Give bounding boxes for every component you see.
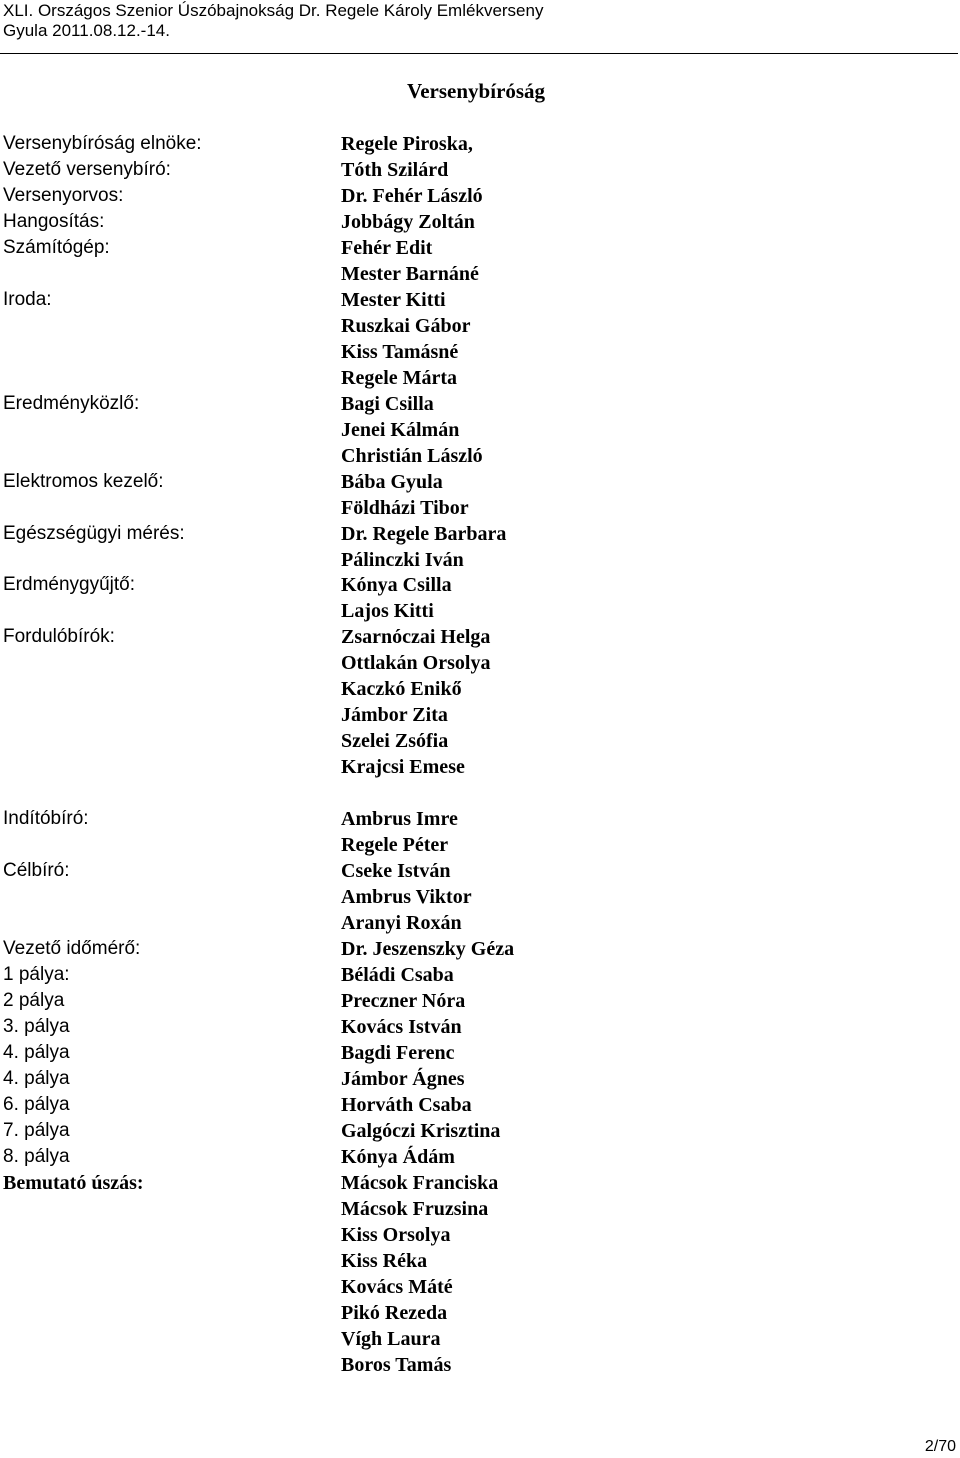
official-row	[0, 1170, 960, 1196]
official-row	[0, 1222, 960, 1248]
page-number: 2/70	[924, 1438, 956, 1455]
official-name: Mácsok Fruzsina	[341, 1198, 489, 1220]
official-row	[0, 884, 960, 910]
official-name: Kovács István	[341, 1016, 462, 1038]
official-row	[0, 702, 960, 728]
official-row	[0, 313, 960, 339]
official-name: Jámbor Zita	[341, 704, 448, 726]
official-row	[0, 443, 960, 469]
role-label: 8. pálya	[3, 1146, 70, 1167]
official-row	[0, 339, 960, 365]
official-row	[0, 1014, 960, 1040]
official-row	[0, 572, 960, 598]
official-name: Regele Péter	[341, 834, 449, 856]
official-row	[0, 1300, 960, 1326]
official-name: Tóth Szilárd	[341, 159, 449, 181]
official-row	[0, 650, 960, 676]
official-row	[0, 235, 960, 261]
official-row	[0, 676, 960, 702]
official-name: Mester Barnáné	[341, 263, 479, 285]
official-row	[0, 806, 960, 832]
official-row	[0, 1326, 960, 1352]
official-name: Regele Piroska,	[341, 133, 473, 155]
role-label: 7. pálya	[3, 1120, 70, 1141]
official-name: Bába Gyula	[341, 471, 443, 493]
official-name: Szelei Zsófia	[341, 730, 449, 752]
official-row	[0, 495, 960, 521]
official-name: Regele Márta	[341, 367, 458, 389]
role-label: Számítógép:	[3, 237, 110, 258]
official-row	[0, 391, 960, 417]
official-name: Bagdi Ferenc	[341, 1042, 455, 1064]
role-label: Versenybíróság elnöke:	[3, 133, 202, 154]
official-name: Kónya Ádám	[341, 1146, 455, 1168]
official-row	[0, 287, 960, 313]
official-name: Horváth Csaba	[341, 1094, 472, 1116]
role-label: 4. pálya	[3, 1042, 70, 1063]
official-row	[0, 728, 960, 754]
official-row	[0, 598, 960, 624]
official-row	[0, 1144, 960, 1170]
official-name: Aranyi Roxán	[341, 912, 462, 934]
role-label: Célbíró:	[3, 860, 70, 881]
role-label: 6. pálya	[3, 1094, 70, 1115]
official-name: Zsarnóczai Helga	[341, 626, 491, 648]
official-row	[0, 209, 960, 235]
role-label: Indítóbíró:	[3, 808, 89, 829]
official-name: Vígh Laura	[341, 1328, 441, 1350]
official-row	[0, 261, 960, 287]
official-name: Kiss Réka	[341, 1250, 428, 1272]
official-name: Kaczkó Enikő	[341, 678, 462, 700]
official-row	[0, 962, 960, 988]
official-name: Kovács Máté	[341, 1276, 453, 1298]
official-name: Fehér Edit	[341, 237, 433, 259]
official-name: Ambrus Viktor	[341, 886, 472, 908]
official-row	[0, 1092, 960, 1118]
official-name: Christián László	[341, 445, 483, 467]
official-row	[0, 157, 960, 183]
official-name: Kónya Csilla	[341, 574, 452, 596]
header-event-date: Gyula 2011.08.12.-14.	[3, 21, 170, 40]
official-name: Béládi Csaba	[341, 964, 454, 986]
official-name: Jobbágy Zoltán	[341, 211, 475, 233]
official-name: Cseke István	[341, 860, 451, 882]
official-name: Dr. Fehér László	[341, 185, 483, 207]
official-row	[0, 936, 960, 962]
official-name: Ottlakán Orsolya	[341, 652, 491, 674]
official-name: Krajcsi Emese	[341, 756, 465, 778]
official-name: Galgóczi Krisztina	[341, 1120, 501, 1142]
official-row	[0, 547, 960, 573]
role-label: 1 pálya:	[3, 964, 70, 985]
role-label: Erdménygyűjtő:	[3, 574, 136, 595]
role-label: Elektromos kezelő:	[3, 471, 164, 492]
official-name: Pálinczki Iván	[341, 549, 464, 571]
role-label: Bemutató úszás:	[3, 1172, 144, 1194]
official-row	[0, 131, 960, 157]
official-name: Ruszkai Gábor	[341, 315, 471, 337]
official-row	[0, 521, 960, 547]
role-label: Versenyorvos:	[3, 185, 124, 206]
header-divider	[0, 53, 958, 54]
official-row	[0, 365, 960, 391]
official-row	[0, 988, 960, 1014]
header-event-title: XLI. Országos Szenior Úszóbajnokság Dr. Regele Károly Emlékverseny	[3, 1, 544, 20]
role-label: 4. pálya	[3, 1068, 70, 1089]
page-header	[3, 1, 543, 41]
role-label: Fordulóbírók:	[3, 626, 115, 647]
official-name: Lajos Kitti	[341, 600, 434, 622]
official-row	[0, 858, 960, 884]
role-label: Egészségügyi mérés:	[3, 523, 185, 544]
official-row	[0, 1248, 960, 1274]
role-label: Hangosítás:	[3, 211, 105, 232]
official-name: Preczner Nóra	[341, 990, 466, 1012]
official-row	[0, 1118, 960, 1144]
official-name: Dr. Jeszenszky Géza	[341, 938, 515, 960]
official-name: Dr. Regele Barbara	[341, 523, 507, 545]
official-name: Boros Tamás	[341, 1354, 452, 1376]
official-row	[0, 417, 960, 443]
page-title: Versenybíróság	[407, 79, 546, 103]
official-name: Bagi Csilla	[341, 393, 434, 415]
official-name: Földházi Tibor	[341, 497, 469, 519]
official-row	[0, 1040, 960, 1066]
official-name: Mácsok Franciska	[341, 1172, 499, 1194]
official-name: Mester Kitti	[341, 289, 446, 311]
official-row	[0, 910, 960, 936]
official-row	[0, 1352, 960, 1378]
official-name: Jenei Kálmán	[341, 419, 460, 441]
role-label: Eredményközlő:	[3, 393, 140, 414]
role-label: 3. pálya	[3, 1016, 70, 1037]
official-name: Jámbor Ágnes	[341, 1068, 465, 1090]
official-name: Kiss Tamásné	[341, 341, 459, 363]
official-row	[0, 1066, 960, 1092]
official-row	[0, 1196, 960, 1222]
role-label: Vezető időmérő:	[3, 938, 141, 959]
official-row	[0, 754, 960, 780]
official-name: Pikó Rezeda	[341, 1302, 448, 1324]
official-row	[0, 624, 960, 650]
official-row	[0, 780, 960, 806]
role-label: 2 pálya	[3, 990, 65, 1011]
official-row	[0, 183, 960, 209]
official-row	[0, 1274, 960, 1300]
role-label: Iroda:	[3, 289, 52, 310]
official-row	[0, 469, 960, 495]
official-name: Ambrus Imre	[341, 808, 458, 830]
official-name: Kiss Orsolya	[341, 1224, 451, 1246]
official-row	[0, 832, 960, 858]
role-label: Vezető versenybíró:	[3, 159, 171, 180]
